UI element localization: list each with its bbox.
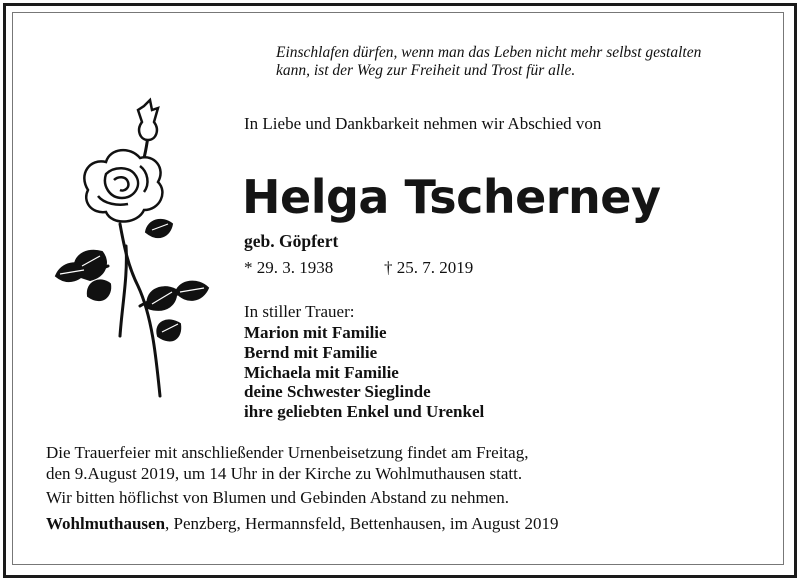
funeral-line: den 9.August 2019, um 14 Uhr in der Kirche zu Wohlmuthausen statt. — [46, 463, 523, 483]
funeral-line: Die Trauerfeier mit anschließender Urnenbeisetzung findet am Freitag, — [46, 443, 529, 462]
place-rest: , Penzberg, Hermannsfeld, Bettenhausen, im August 2019 — [165, 514, 559, 533]
birth-date: * 29. 3. 1938 — [244, 258, 334, 277]
deceased-name: Helga Tscherney — [242, 170, 661, 224]
rose-icon — [48, 96, 216, 412]
maiden-name: geb. Göpfert — [244, 231, 339, 251]
mourner: Marion mit Familie — [244, 323, 387, 342]
mourning-label: In stiller Trauer: — [244, 302, 355, 321]
place-date — [46, 514, 559, 534]
motto — [276, 44, 776, 80]
life-dates — [244, 258, 474, 278]
mourners-list — [244, 323, 484, 422]
mourner: ihre geliebten Enkel und Urenkel — [244, 402, 485, 422]
leaves — [56, 220, 208, 341]
place-main: Wohlmuthausen — [46, 514, 166, 533]
death-date: † 25. 7. 2019 — [384, 258, 474, 277]
funeral-info — [46, 443, 528, 484]
mourner: deine Schwester Sieglinde — [244, 382, 431, 402]
flower-request: Wir bitten höflichst von Blumen und Gebinden Abstand zu nehmen. — [46, 488, 509, 507]
rose-head — [84, 150, 162, 221]
intro-text: In Liebe und Dankbarkeit nehmen wir Abschied von — [244, 114, 602, 133]
motto-line: kann, ist der Weg zur Freiheit und Trost für alle. — [276, 62, 576, 79]
motto-line: Einschlafen dürfen, wenn man das Leben nicht mehr selbst gestalten — [276, 44, 702, 61]
mourner: Michaela mit Familie — [244, 362, 399, 382]
mourner: Bernd mit Familie — [244, 342, 378, 362]
bud — [138, 100, 158, 140]
